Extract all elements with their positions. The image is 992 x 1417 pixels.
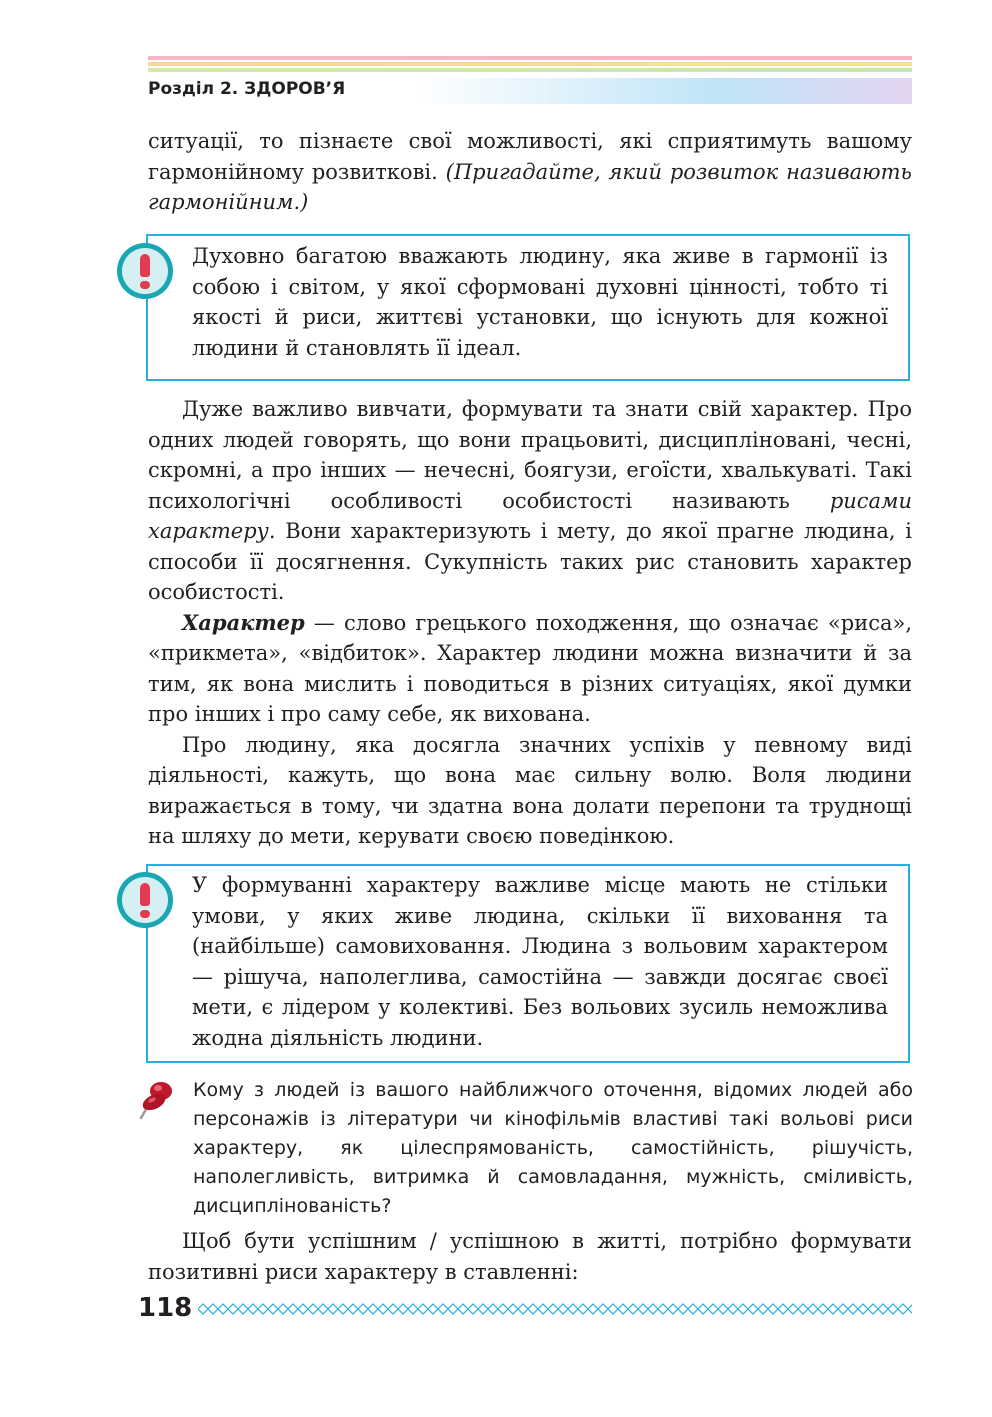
section-title: Розділ 2. ЗДОРОВ’Я [148,79,346,99]
footer-ornament [198,1303,912,1315]
intro-note: (Пригадайте, який розвиток називають гармонійним.) [148,159,912,214]
para1-term: рисами характеру [148,488,912,543]
para2-text: — слово грецького походження, що означає «риса», «прикмета», «відбиток». Характер людини можна визначити й за тим, як вона мислить і поводиться в різних ситуаціях, якої думки про інших і про саму себе, як вихована. [148,610,912,726]
pushpin-icon [137,1078,177,1124]
paragraph-4 [148,1226,912,1287]
intro-paragraph [148,126,912,218]
exclamation-icon [117,243,173,299]
para3-text: Про людину, яка досягла значних успіхів у певному виді діяльності, кажуть, що вона має сильну волю. Воля людини виражається в тому, чи здатна вона долати перепони та труднощі на шляху до мети, керувати своєю поведінкою. [148,732,912,848]
para4-text: Щоб бути успішним / успішною в житті, потрібно формувати позитивні риси характеру в ставленні: [148,1229,912,1284]
intro-text: ситуації, то пізнаєте свої можливості, які сприятимуть вашому гармонійному розвиткові. [148,129,912,184]
box1-text: Духовно багатою вважають людину, яка живе в гармонії із собою і світом, у якої сформовані духовні цінності, тобто ті якості й риси, життєві установки, що існують для кожної людини й становлять її ідеал. [192,244,888,360]
paragraph-1 [148,394,912,852]
para1-after: . Вони характеризують і мету, до якої прагне людина, і способи її досягнення. Сукупність таких рис становить характер особистості. [148,519,912,604]
question-text: Кому з людей із вашого найближчого оточення, відомих людей або персонажів із літератури чи кінофільмів властиві такі вольові риси характеру, як цілеспрямованість, самостійність, рішучість, наполегливість, витримка й самовладання, мужність, сміливість, дисциплінованість? [193,1079,913,1217]
para2-term: Характер [182,609,305,635]
header-stripes [148,56,912,74]
box2-text: У формуванні характеру важливе місце мають не стільки умови, у яких живе людина, скільки її виховання та (найбільше) самовиховання. Людина з вольовим характером — рішуча, наполеглива, самостійна — завжди досягає своєї мети, є лідером у колективі. Без вольових зусиль неможлива жодна діяльність людини. [192,873,888,1050]
para1-before: Дуже важливо вивчати, формувати та знати свій характер. Про одних людей говорять, що вони працьовиті, дисципліновані, чесні, скромні, а про інших — нечесні, боягузи, егоїсти, хвалькуваті. Такі психологічні особливості особистості називають [148,397,912,513]
page-number: 118 [138,1293,193,1323]
exclamation-icon [117,872,173,928]
